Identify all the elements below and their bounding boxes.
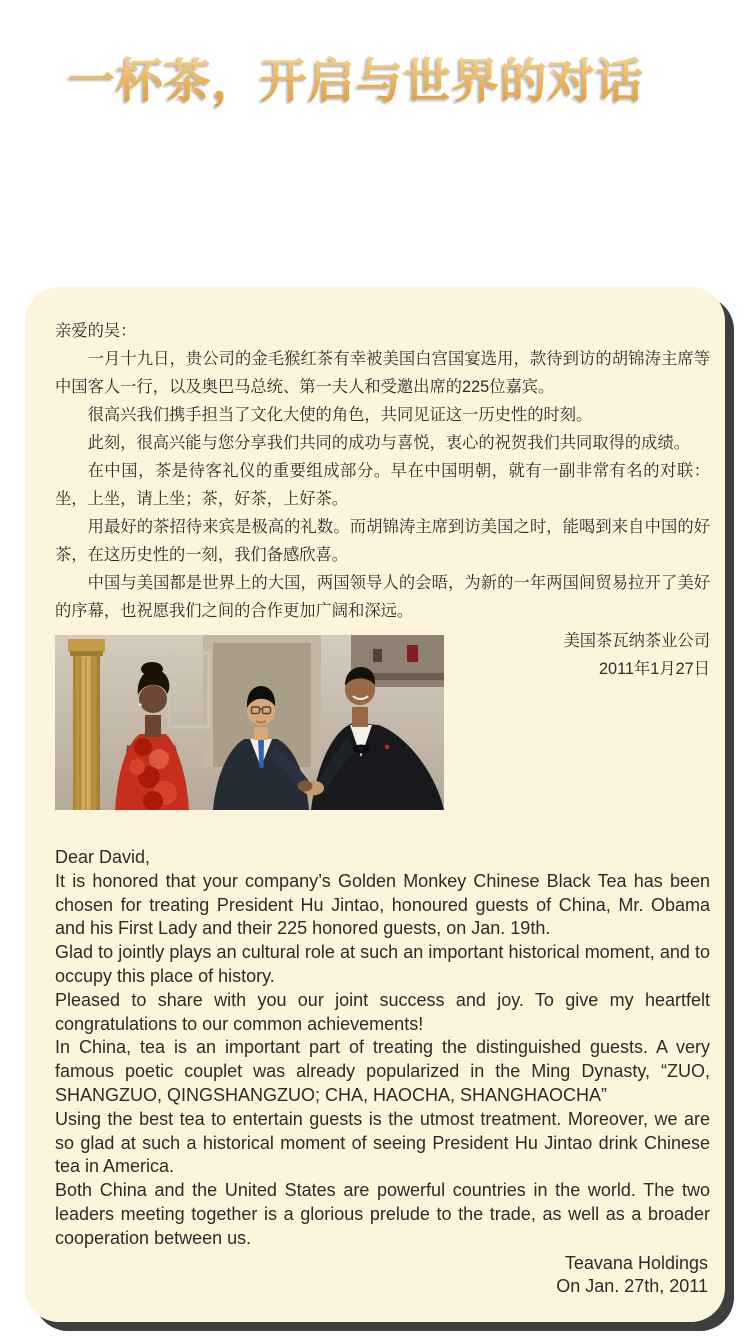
en-paragraph: Pleased to share with you our joint success and joy. To give my heartfelt congratulations to our common achievements! bbox=[55, 989, 710, 1034]
en-letter bbox=[55, 846, 710, 1251]
letter-card bbox=[25, 287, 725, 1322]
en-paragraph: Both China and the United States are powerful countries in the world. The two leaders meeting together is a glorious prelude to the trade, as well as a broader cooperation between us. bbox=[55, 1180, 710, 1248]
cn-paragraph: 一月十九日，贵公司的金毛猴红茶有幸被美国白宫国宴选用，款待到访的胡锦涛主席等中国客人一行，以及奥巴马总统、第一夫人和受邀出席的225位嘉宾。 bbox=[55, 350, 710, 396]
en-salutation: Dear David, bbox=[55, 847, 151, 867]
cn-signature-date: 2011年1月27日 bbox=[598, 660, 710, 678]
en-paragraph: Using the best tea to entertain guests is the utmost treatment. Moreover, we are so glad at such a historical moment of seeing President Hu Jintao drink Chinese tea in America. bbox=[55, 1108, 710, 1177]
en-paragraph: In China, tea is an important part of treating the distinguished guests. A very famous poetic couplet was already popularized in the Ming Dynasty, “ZUO, SHANGZUO, QINGSHANGZUO; CHA, HAOCHA, SHANGHAOCHA” bbox=[55, 1037, 710, 1105]
cn-paragraph: 在中国，茶是待客礼仪的重要组成部分。早在中国明朝，就有一副非常有名的对联：坐，上坐，请上坐；茶，好茶，上好茶。 bbox=[55, 462, 710, 508]
letter-card-content bbox=[25, 287, 725, 1322]
en-signature bbox=[55, 1252, 710, 1300]
cn-letter bbox=[55, 317, 710, 625]
cn-paragraph: 中国与美国都是世界上的大国，两国领导人的会晤，为新的一年两国间贸易拉开了美好的序幕，也祝愿我们之间的合作更加广阔和深远。 bbox=[55, 574, 710, 620]
cn-paragraph: 此刻，很高兴能与您分享我们共同的成功与喜悦，衷心的祝贺我们共同取得的成绩。 bbox=[87, 434, 691, 452]
photo-golden-column bbox=[68, 639, 105, 810]
en-paragraph: Glad to jointly plays an cultural role at such an important historical moment, and to occupy this place of history. bbox=[55, 942, 710, 986]
photo-and-signature-row bbox=[55, 625, 710, 810]
cn-paragraph: 用最好的茶招待来宾是极高的礼数。而胡锦涛主席到访美国之时，能喝到来自中国的好茶，在这历史性的一刻，我们备感欣喜。 bbox=[55, 518, 710, 564]
state-dinner-photo bbox=[55, 635, 444, 810]
en-paragraph: It is honored that your company’s Golden Monkey Chinese Black Tea has been chosen for treating President Hu Jintao, honoured guests of China, Mr. Obama and his First Lady and their 225 honored guests, on Jan. 19th. bbox=[55, 870, 710, 939]
cn-paragraph: 很高兴我们携手担当了文化大使的角色，共同见证这一历史性的时刻。 bbox=[87, 406, 593, 424]
cn-signature bbox=[444, 627, 710, 683]
page-title: 一杯茶，开启与世界的对话 bbox=[68, 56, 708, 108]
cn-signature-company: 美国茶瓦纳茶业公司 bbox=[563, 632, 710, 650]
cn-salutation: 亲爱的吴： bbox=[55, 322, 137, 340]
en-signature-company: Teavana Holdings bbox=[564, 1252, 708, 1273]
en-signature-date: On Jan. 27th, 2011 bbox=[556, 1276, 708, 1297]
